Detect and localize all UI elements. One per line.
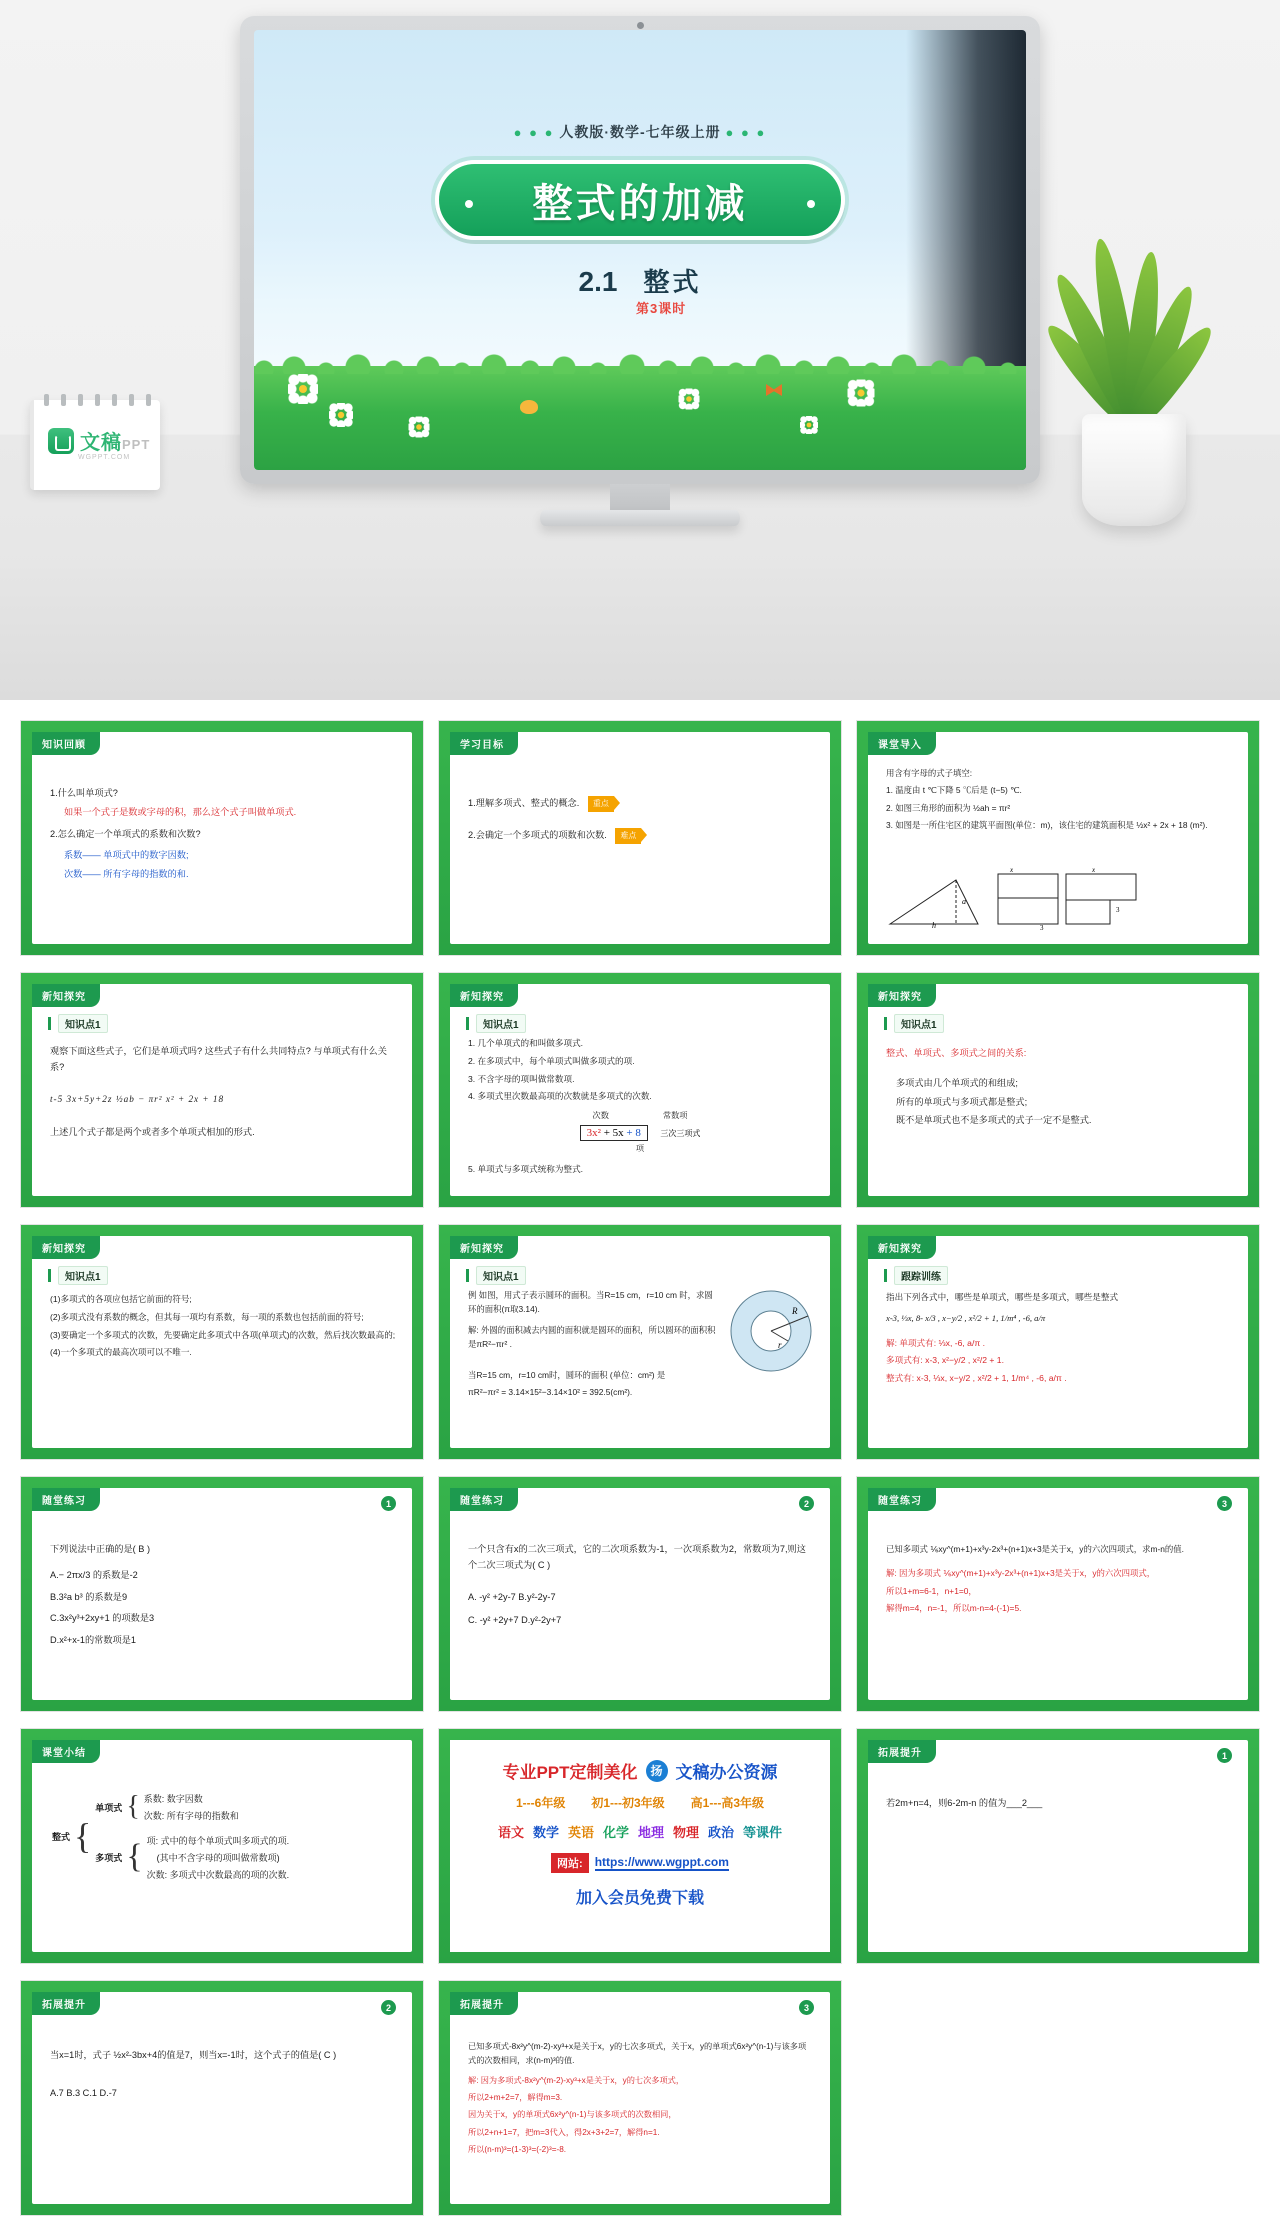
- text-line: 3. 如图是一所住宅区的建筑平面图(单位：m)，该住宅的建筑面积是 ½x² + 2x + 18 (m²).: [886, 820, 1208, 831]
- math-line: t-5 3x+5y+2z ½ab − πr² x² + 2x + 18: [50, 1093, 225, 1104]
- brace-icon: {: [126, 1790, 140, 1822]
- flower-pot: [1082, 414, 1186, 526]
- text-line: 如果一个式子是数或字母的积，那么这个式子叫做单项式.: [64, 806, 297, 817]
- slide-canvas: [868, 1488, 1248, 1700]
- slide-canvas: [450, 732, 830, 944]
- text-line: 解: 因为多项式-8x²y^(m-2)-xy³+x是关于x，y的七次多项式，: [468, 2076, 685, 2086]
- svg-text:x: x: [1010, 868, 1014, 874]
- text-line: 解: 外圆的面积减去内圆的面积就是圆环的面积，所以圆环的面积积是πR²−πr² .: [468, 1324, 716, 1350]
- text-line: 因为关于x，y的单项式6x²y^(n-1)与该多项式的次数相同，: [468, 2110, 677, 2120]
- slide-tag: 拓展提升: [32, 1992, 100, 2015]
- slide-body: [50, 786, 396, 886]
- text-span: 1.理解多项式、整式的概念.: [468, 798, 580, 808]
- knowledge-point-label: 知识点1: [894, 1014, 944, 1033]
- expr-term-1: 3x²: [586, 1127, 601, 1139]
- slide-thumbnail[interactable]: [20, 1980, 424, 2216]
- text-line: A.7 B.3 C.1 D.-7: [50, 2087, 117, 2098]
- slide-thumbnail[interactable]: [20, 720, 424, 956]
- promo-grades: [464, 1794, 816, 1811]
- text-line: 1. 几个单项式的和叫做多项式.: [468, 1038, 584, 1048]
- slide-canvas: [32, 984, 412, 1196]
- annulus-figure: [728, 1288, 814, 1374]
- text-line: 4. 多项式里次数最高项的次数就是多项式的次数.: [468, 1091, 652, 1102]
- text-line: 多项式有: x-3, x²−y/2 , x²/2 + 1.: [886, 1355, 1004, 1366]
- text-line: [468, 828, 814, 844]
- slide-canvas: [32, 1488, 412, 1700]
- slide-canvas: [450, 1236, 830, 1448]
- plant-decoration: [1040, 236, 1220, 536]
- text-line: 解: 因为多项式 ⅙xy^(m+1)+x³y-2x³+(n+1)x+3是关于x，y的六次四项式，: [886, 1568, 1156, 1579]
- text-line: 已知多项式-8x²y^(m-2)-xy³+x是关于x，y的七次多项式，关于x，y的单项式6x²y^(n-1)与该多项式的次数相同，求(n-m)³的值.: [468, 2042, 807, 2066]
- hero-floor: [0, 560, 1280, 700]
- slide-thumbnail[interactable]: [856, 972, 1260, 1208]
- slide-body: [468, 1288, 720, 1355]
- flower-icon: [409, 417, 430, 438]
- exercise-badge: 3: [1217, 1496, 1232, 1511]
- expression-box: [580, 1125, 648, 1141]
- subject-item: 语文: [497, 1825, 524, 1840]
- text-line: 所以2+n+1=7，把m=3代入，得2x+3+2=7，解得n=1.: [468, 2127, 660, 2137]
- grade-item: 1---6年级: [515, 1796, 566, 1810]
- subject-item: 化学: [602, 1825, 629, 1840]
- accent-bar: [48, 1269, 51, 1282]
- knowledge-point-label: 知识点1: [58, 1266, 108, 1285]
- promo-website[interactable]: [464, 1853, 816, 1873]
- hero-title: 整式的加减: [532, 180, 748, 227]
- text-line: 当R=15 cm，r=10 cm时，圆环的面积 (单位：cm²) 是: [468, 1370, 666, 1380]
- section-word: 整式: [643, 267, 702, 297]
- promo-headline-b: 文稿办公资源: [675, 1763, 778, 1782]
- grid-empty-slot: [856, 1980, 1260, 2216]
- accent-bar: [48, 1017, 51, 1030]
- figure-group: [886, 868, 1120, 930]
- webcam-icon: [637, 22, 644, 29]
- slide-tag: 知识回顾: [32, 732, 100, 755]
- flower-icon: [679, 389, 700, 410]
- slide-body: [886, 1796, 1232, 1815]
- text-line: 所有的单项式与多项式都是整式;: [896, 1096, 1028, 1107]
- text-line: D.x²+x-1的常数项是1: [50, 1635, 137, 1646]
- slide-body: [468, 1036, 814, 1107]
- slide-body: [50, 2048, 396, 2105]
- promo-slide[interactable]: [438, 1728, 842, 1964]
- text-line: 1.什么叫单项式?: [50, 788, 118, 798]
- tree-item: 次数: 多项式中次数最高的项的次数.: [146, 1870, 290, 1880]
- text-line: 2. 在多项式中，每个单项式叫做多项式的项.: [468, 1055, 635, 1066]
- exercise-number: [1217, 1496, 1232, 1511]
- exercise-number: [799, 2000, 814, 2015]
- slide-body: [468, 796, 814, 847]
- slide-tag: 学习目标: [450, 732, 518, 755]
- promo-canvas: [450, 1740, 830, 1952]
- slide-body: [50, 1542, 396, 1652]
- slide-tag: 新知探究: [868, 1236, 936, 1259]
- text-line: 整式、单项式、多项式之间的关系:: [886, 1048, 1027, 1058]
- svg-text:3: 3: [1040, 924, 1044, 930]
- slide-tag: 新知探究: [32, 984, 100, 1007]
- annot-type-label: 三次三项式: [660, 1129, 701, 1138]
- slide-tag: 课堂小结: [32, 1740, 100, 1763]
- knowledge-point-head: [466, 1266, 526, 1285]
- floorplan-figure: [996, 868, 1120, 930]
- math-line: x-3, ⅓x, 8- x/3 , x−y/2 , x²/2 + 1, 1/m⁴ , -6, a/π: [886, 1312, 1046, 1323]
- tree-branch-2: 多项式: [95, 1853, 123, 1863]
- annot-term-label: 项: [635, 1144, 645, 1153]
- text-line: 次数—— 所有字母的指数的和.: [64, 869, 189, 880]
- knowledge-point-head: [884, 1266, 948, 1285]
- text-line: 所以2+m+2=7，解得m=3.: [468, 2093, 563, 2103]
- monitor-stand-base: [540, 510, 740, 526]
- section-number: 2.1: [578, 266, 618, 297]
- slide-canvas: [32, 1992, 412, 2204]
- text-line: 既不是单项式也不是多项式的式子一定不是整式.: [896, 1115, 1092, 1126]
- text-line: 指出下列各式中，哪些是单项式，哪些是多项式，哪些是整式: [886, 1292, 1119, 1302]
- knowledge-point-label: 知识点1: [58, 1014, 108, 1033]
- logo-mark-icon: [48, 428, 74, 454]
- brace-icon: {: [74, 1815, 92, 1856]
- flower-icon: [329, 403, 353, 427]
- slide-tag: 课堂导入: [868, 732, 936, 755]
- slide-tag: 新知探究: [450, 1236, 518, 1259]
- text-line: A.− 2πx/3 的系数是-2: [50, 1569, 138, 1580]
- brand-suffix: PPT: [122, 437, 151, 452]
- text-line: B.3²a b³ 的系数是9: [50, 1591, 128, 1602]
- text-line: 3. 不含字母的项叫做常数项.: [468, 1073, 575, 1084]
- tree-item: (其中不含字母的项叫做常数项): [156, 1853, 280, 1863]
- text-line: 系数—— 单项式中的数字因数;: [64, 850, 189, 861]
- hero-kicker: [254, 122, 1026, 142]
- website-url[interactable]: https://www.wgppt.com: [594, 1855, 729, 1869]
- exercise-number: [799, 1496, 814, 1511]
- emphasis-badge: 重点: [588, 796, 614, 812]
- accent-bar: [466, 1269, 469, 1282]
- knowledge-point-head: [48, 1014, 108, 1033]
- text-line: 用含有字母的式子填空:: [886, 768, 973, 778]
- text-line: 若2m+n=4，则6-2m-n 的值为___2___: [886, 1798, 1043, 1808]
- subject-item: 数学: [532, 1825, 559, 1840]
- text-line: 当x=1时，式子 ½x²-3bx+4的值是7，则当x=-1时，这个式子的值是( C ): [50, 2050, 337, 2060]
- promo-cta[interactable]: 加入会员免费下载: [575, 1890, 704, 1907]
- annotated-expression: [450, 1110, 830, 1154]
- emphasis-badge: 难点: [615, 828, 641, 844]
- text-line: 5. 单项式与多项式统称为整式.: [468, 1164, 584, 1174]
- text-line: 例 如图，用式子表示圆环的面积。当R=15 cm，r=10 cm 时，求圆环的面积(π取3.14).: [468, 1290, 713, 1315]
- slide-body: [468, 2040, 814, 2160]
- slide-body: [50, 1292, 396, 1363]
- slide-thumbnail[interactable]: [438, 1476, 842, 1712]
- brand-name: 文稿: [80, 432, 122, 454]
- slide-thumbnail[interactable]: [20, 1224, 424, 1460]
- svg-text:R: R: [792, 1306, 798, 1316]
- pill-dot-right-icon: [807, 200, 815, 208]
- exercise-badge: 2: [799, 1496, 814, 1511]
- slide-canvas: [32, 732, 412, 944]
- slide-tag: 随堂练习: [450, 1488, 518, 1511]
- slide-body: [886, 766, 1232, 836]
- text-line: (1)多项式的各项应包括它前面的符号;: [50, 1294, 192, 1304]
- tree-root: 整式: [52, 1832, 71, 1842]
- flower-icon: [848, 380, 875, 407]
- slide-thumbnail-grid: [0, 700, 1280, 2240]
- website-key: 网站:: [551, 1853, 589, 1873]
- slide-body-2: [468, 1162, 814, 1180]
- text-line: 已知多项式 ⅙xy^(m+1)+x³y-2x³+(n+1)x+3是关于x，y的六次四项式，求m-n的值.: [886, 1544, 1184, 1554]
- slide-thumbnail[interactable]: [856, 720, 1260, 956]
- text-line: A. -y² +2y-7 B.y²-2y-7: [468, 1591, 556, 1602]
- slide-preview: [254, 30, 1026, 470]
- slide-thumbnail[interactable]: [438, 972, 842, 1208]
- slide-thumbnail[interactable]: [438, 720, 842, 956]
- text-line: 所以(n-m)³=(1-3)³=(-2)³=-8.: [468, 2144, 567, 2154]
- knowledge-point-label: 知识点1: [476, 1266, 526, 1285]
- grade-item: 高1---高3年级: [690, 1796, 765, 1810]
- text-line: 2.怎么确定一个单项式的系数和次数?: [50, 828, 201, 839]
- slide-canvas: [450, 984, 830, 1196]
- slide-tag: 随堂练习: [32, 1488, 100, 1511]
- slide-tag: 新知探究: [450, 984, 518, 1007]
- accent-bar: [884, 1017, 887, 1030]
- text-line: 1. 温度由 t ℃下降 5 ℃后是 (t−5) ℃.: [886, 785, 1022, 796]
- kicker-dots-left: ● ● ●: [513, 125, 555, 140]
- text-line: 观察下面这些式子，它们是单项式吗? 这些式子有什么共同特点? 与单项式有什么关系?: [50, 1046, 387, 1072]
- slide-body: [886, 1542, 1232, 1619]
- text-line: [468, 796, 814, 812]
- slide-canvas: [868, 732, 1248, 944]
- slide-tag: 拓展提升: [450, 1992, 518, 2015]
- promo-logo-icon: 扬: [646, 1760, 668, 1782]
- grass-illustration: [254, 366, 1026, 470]
- slide-tag: 新知探究: [32, 1236, 100, 1259]
- subject-item: 政治: [708, 1825, 735, 1840]
- knowledge-point-head: [48, 1266, 108, 1285]
- exercise-number: [381, 2000, 396, 2015]
- tree-item: 系数: 数字因数: [143, 1794, 203, 1804]
- brand-sub: WGPPT.COM: [78, 454, 131, 461]
- promo-headline-a: 专业PPT定制美化: [502, 1763, 638, 1782]
- slide-thumbnail[interactable]: [20, 1728, 424, 1964]
- exercise-badge: 1: [381, 1496, 396, 1511]
- slide-canvas: [450, 1488, 830, 1700]
- text-line: C. -y² +2y+7 D.y²-2y+7: [468, 1615, 562, 1626]
- monitor-bezel: [240, 16, 1040, 484]
- text-line: 下列说法中正确的是( B ): [50, 1544, 151, 1554]
- slide-canvas: [868, 1740, 1248, 1952]
- slide-thumbnail[interactable]: [20, 972, 424, 1208]
- exercise-number: [381, 1496, 396, 1511]
- pill-dot-left-icon: [465, 200, 473, 208]
- knowledge-point-label: 跟踪训练: [894, 1266, 948, 1285]
- text-line: 一个只含有x的二次三项式，它的二次项系数为-1，一次项系数为2，常数项为7,则这个二次三项式为( C ): [468, 1544, 806, 1570]
- monitor-mockup: [240, 16, 1040, 506]
- slide-body: [886, 1290, 1232, 1389]
- slide-tag: 新知探究: [868, 984, 936, 1007]
- flower-icon: [800, 416, 818, 434]
- bird-icon: [520, 400, 538, 414]
- slide-tag: 随堂练习: [868, 1488, 936, 1511]
- kicker-text: 人教版·数学-七年级上册: [559, 124, 721, 140]
- subject-item: 物理: [673, 1825, 700, 1840]
- subject-item: 英语: [567, 1825, 594, 1840]
- exercise-badge: 2: [381, 2000, 396, 2015]
- svg-text:a: a: [962, 897, 966, 906]
- knowledge-point-head: [884, 1014, 944, 1033]
- subject-item: 地理: [638, 1825, 665, 1840]
- hero-title-pill: [435, 160, 845, 240]
- brace-icon: {: [126, 1838, 143, 1876]
- text-line: 整式有: x-3, ⅓x, x−y/2 , x²/2 + 1, 1/m⁴ , -6, a/π .: [886, 1373, 1067, 1384]
- expr-term-2: + 5x: [603, 1127, 624, 1139]
- text-line: (4)一个多项式的最高次项可以不唯一.: [50, 1347, 192, 1358]
- expr-term-3: + 8: [626, 1127, 641, 1139]
- hero-subtitle: [579, 262, 702, 299]
- exercise-number: [1217, 1748, 1232, 1763]
- flower-icon: [288, 374, 318, 404]
- grade-item: 初1---初3年级: [591, 1796, 665, 1810]
- accent-bar: [884, 1269, 887, 1282]
- text-span: 2.会确定一个多项式的项数和次数.: [468, 829, 607, 840]
- slide-canvas: [868, 984, 1248, 1196]
- text-line: (2)多项式没有系数的概念，但其每一项均有系数，每一项的系数也包括前面的符号;: [50, 1311, 364, 1322]
- exercise-badge: 1: [1217, 1748, 1232, 1763]
- svg-text:r: r: [778, 1340, 782, 1350]
- slide-thumbnail[interactable]: [438, 1224, 842, 1460]
- annot-degree-label: 次数: [592, 1111, 609, 1120]
- kicker-dots-right: ● ● ●: [725, 125, 767, 140]
- slide-canvas: [32, 1236, 412, 1448]
- text-line: πR²−πr² = 3.14×15²−3.14×10² = 392.5(cm²).: [468, 1387, 633, 1398]
- slide-thumbnail[interactable]: [438, 1980, 842, 2216]
- slide-canvas: [32, 1740, 412, 1952]
- text-line: 解得m=4，n=-1，所以m-n=4-(-1)=5.: [886, 1603, 1022, 1614]
- slide-thumbnail[interactable]: [856, 1476, 1260, 1712]
- annot-const-label: 常数项: [662, 1111, 688, 1120]
- slide-thumbnail[interactable]: [856, 1224, 1260, 1460]
- subject-item: 等课件: [743, 1825, 783, 1840]
- triangle-figure: [886, 874, 982, 928]
- slide-thumbnail[interactable]: [856, 1728, 1260, 1964]
- hero-banner: [0, 0, 1280, 700]
- notepad-rings-icon: [44, 394, 154, 404]
- slide-thumbnail[interactable]: [20, 1476, 424, 1712]
- tree-item: 项: 式中的每个单项式叫多项式的项.: [146, 1836, 290, 1846]
- slide-body: [468, 1542, 814, 1632]
- brand-notepad: [30, 400, 160, 490]
- exercise-badge: 3: [799, 2000, 814, 2015]
- summary-tree: [52, 1792, 398, 1881]
- tree-item: 次数: 所有字母的指数和: [143, 1811, 239, 1821]
- slide-canvas: [450, 1992, 830, 2204]
- knowledge-point-label: 知识点1: [476, 1014, 526, 1033]
- promo-headline: [464, 1758, 816, 1783]
- lesson-label: 第3课时: [636, 301, 687, 316]
- text-line: C.3x²y³+2xy+1 的项数是3: [50, 1613, 155, 1624]
- slide-tag: 拓展提升: [868, 1740, 936, 1763]
- accent-bar: [466, 1017, 469, 1030]
- text-line: 所以1+m=6-1，n+1=0，: [886, 1585, 977, 1596]
- text-line: 解: 单项式有: ⅓x, -6, a/π .: [886, 1337, 986, 1348]
- svg-text:x: x: [1092, 868, 1096, 874]
- slide-canvas: [868, 1236, 1248, 1448]
- text-line: (3)要确定一个多项式的次数，先要确定此多项式中各项(单项式)的次数，然后找次数最高的;: [50, 1329, 396, 1340]
- promo-subjects: [464, 1822, 816, 1841]
- svg-text:h: h: [932, 921, 936, 928]
- text-line: 上述几个式子都是两个或者多个单项式相加的形式.: [50, 1127, 255, 1138]
- knowledge-point-head: [466, 1014, 526, 1033]
- slide-body: [886, 1046, 1232, 1132]
- slide-body: [50, 1044, 396, 1144]
- text-line: 多项式由几个单项式的和组成;: [896, 1077, 1018, 1088]
- text-line: 2. 如图三角形的面积为 ½ah = πr²: [886, 802, 1011, 813]
- tree-branch-1: 单项式: [95, 1802, 123, 1813]
- svg-text:3: 3: [1116, 906, 1120, 914]
- brand-logo: [48, 426, 150, 455]
